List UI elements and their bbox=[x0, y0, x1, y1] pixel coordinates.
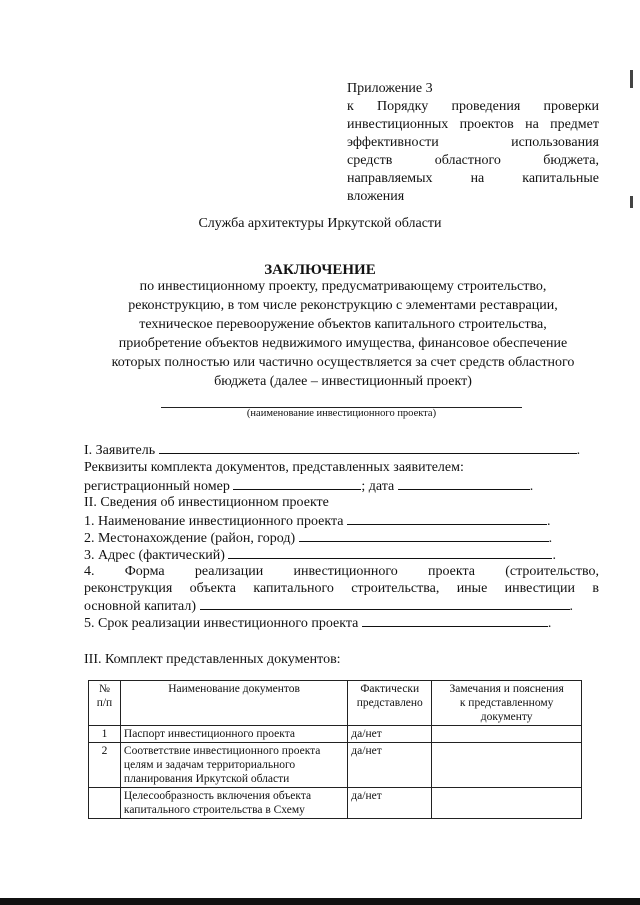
document-title: ЗАКЛЮЧЕНИЕ bbox=[264, 262, 376, 278]
row-remarks[interactable] bbox=[432, 743, 582, 788]
row-status[interactable]: да/нет bbox=[348, 743, 432, 788]
table-row bbox=[89, 743, 582, 788]
header-remarks-line: к представленному bbox=[459, 697, 554, 709]
requisites-row: Реквизиты комплекта документов, представленных заявителем: bbox=[84, 460, 464, 475]
applicant-label: I. Заявитель bbox=[84, 443, 156, 458]
end-dot: . bbox=[552, 548, 556, 563]
documents-table bbox=[88, 680, 582, 819]
end-dot: . bbox=[576, 443, 581, 458]
end-dot: . bbox=[548, 531, 553, 546]
header-actual-line: представлено bbox=[356, 697, 423, 709]
subject-line: бюджета (далее – инвестиционный проект) bbox=[214, 374, 472, 389]
subject-line: техническое перевооружение объектов капитального строительства, bbox=[139, 317, 547, 332]
item-4-word: в bbox=[592, 581, 599, 596]
end-dot: . bbox=[546, 514, 551, 529]
appendix-line: средств областного бюджета, bbox=[347, 153, 599, 168]
item-4-word: строительства, bbox=[351, 581, 440, 596]
item-4-word: проекта bbox=[428, 564, 476, 579]
header-actual-line: Фактически bbox=[360, 683, 420, 695]
appendix-line: эффективности использования bbox=[347, 135, 599, 150]
subject-line: приобретение объектов недвижимого имущества, финансовое обеспечение bbox=[118, 336, 568, 351]
item-4-word: инвестиции bbox=[504, 581, 576, 596]
row-remarks[interactable] bbox=[432, 788, 582, 819]
row-remarks[interactable] bbox=[432, 726, 582, 743]
item-4-word: реализации bbox=[194, 564, 264, 579]
appendix-title: Приложение 3 bbox=[347, 81, 433, 96]
applicant-row bbox=[84, 441, 599, 460]
header-number-line: № bbox=[98, 683, 110, 695]
item-1-field[interactable] bbox=[347, 512, 547, 525]
row-number: 2 bbox=[89, 743, 121, 788]
item-4-word: 4. bbox=[84, 564, 95, 579]
header-remarks-line: Замечания и пояснения bbox=[449, 683, 564, 695]
appendix-block bbox=[347, 80, 599, 206]
appendix-line: направляемых на капитальные bbox=[347, 171, 599, 186]
item-4-tail-label: основной капитал) bbox=[84, 599, 197, 614]
service-name: Служба архитектуры Иркутской области bbox=[198, 216, 442, 231]
item-4-line-1 bbox=[84, 563, 599, 581]
item-3-label: 3. Адрес (фактический) bbox=[84, 548, 225, 563]
item-2-label: 2. Местонахождение (район, город) bbox=[84, 531, 296, 546]
section-2-heading: II. Сведения об инвестиционном проекте bbox=[84, 495, 329, 510]
subject-line: которых полностью или частично осуществляется за счет средств областного bbox=[111, 355, 575, 370]
table-row bbox=[89, 788, 582, 819]
item-5-field[interactable] bbox=[362, 614, 548, 627]
row-document-name: Паспорт инвестиционного проекта bbox=[120, 726, 347, 743]
end-dot: . bbox=[547, 616, 552, 631]
row-number: 1 bbox=[89, 726, 121, 743]
date-field[interactable] bbox=[398, 477, 530, 490]
item-4-word: капитального bbox=[253, 581, 334, 596]
item-2-field[interactable] bbox=[299, 529, 549, 542]
section-3-heading: III. Комплект представленных документов: bbox=[84, 652, 341, 667]
item-4-field[interactable] bbox=[200, 597, 570, 610]
row-status[interactable]: да/нет bbox=[348, 788, 432, 819]
end-dot: . bbox=[529, 479, 534, 494]
item-4-word: иные bbox=[456, 581, 488, 596]
item-4-word: объекта bbox=[189, 581, 237, 596]
appendix-line: к Порядку проведения проверки bbox=[347, 99, 599, 114]
end-dot: . bbox=[569, 599, 574, 614]
scan-edge-mark bbox=[630, 196, 633, 208]
row-document-name: Соответствие инвестиционного проекта целям и задачам территориального планирования Иркутской области bbox=[120, 743, 347, 788]
item-1-label: 1. Наименование инвестиционного проекта bbox=[84, 514, 344, 529]
header-remarks bbox=[432, 681, 582, 726]
row-document-name: Целесообразность включения объекта капитального строительства в Схему bbox=[120, 788, 347, 819]
subject-line: по инвестиционному проекту, предусматривающему строительство, bbox=[139, 279, 547, 294]
header-number-line: п/п bbox=[96, 697, 113, 709]
appendix-line: вложения bbox=[347, 189, 405, 204]
date-label: ; дата bbox=[361, 479, 395, 494]
reg-number-label: регистрационный номер bbox=[84, 479, 230, 494]
table-header-row bbox=[89, 681, 582, 726]
header-document-name: Наименование документов bbox=[120, 681, 347, 726]
project-name-caption: (наименование инвестиционного проекта) bbox=[246, 408, 437, 419]
item-5-label: 5. Срок реализации инвестиционного проекта bbox=[84, 616, 359, 631]
appendix-line: инвестиционных проектов на предмет bbox=[347, 117, 599, 132]
header-number bbox=[89, 681, 121, 726]
item-5-row bbox=[84, 614, 599, 633]
document-subject bbox=[110, 277, 576, 391]
scan-bottom-edge bbox=[0, 898, 640, 905]
header-actual bbox=[348, 681, 432, 726]
item-4-word: инвестиционного bbox=[293, 564, 398, 579]
scan-edge-mark bbox=[630, 70, 633, 88]
item-4-word: (строительство, bbox=[505, 564, 599, 579]
header-remarks-line: документу bbox=[480, 711, 533, 723]
table-row bbox=[89, 726, 582, 743]
subject-line: реконструкцию, в том числе реконструкцию с элементами реставрации, bbox=[128, 298, 558, 313]
row-number bbox=[89, 788, 121, 819]
reg-number-field[interactable] bbox=[233, 477, 361, 490]
item-4-word: Форма bbox=[124, 564, 165, 579]
item-3-field[interactable] bbox=[228, 546, 552, 559]
item-4-word: реконструкция bbox=[84, 581, 173, 596]
applicant-field[interactable] bbox=[159, 441, 577, 454]
item-4-line-2 bbox=[84, 580, 599, 598]
row-status[interactable]: да/нет bbox=[348, 726, 432, 743]
